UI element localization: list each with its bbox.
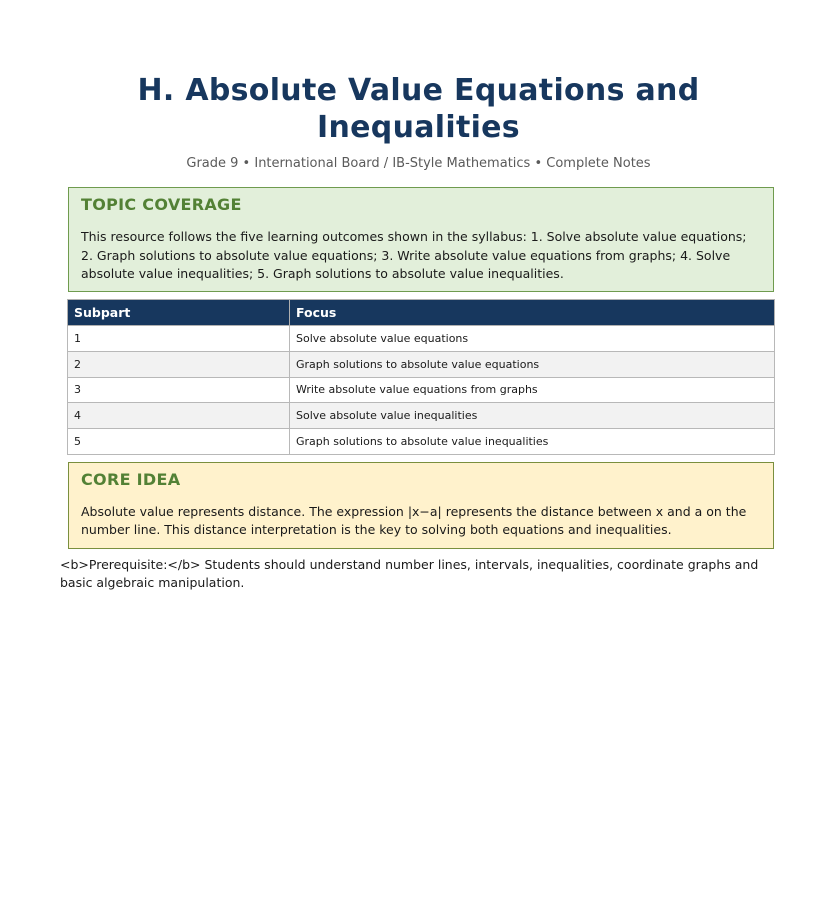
notes-page xyxy=(60,0,777,593)
core-idea-text: Absolute value represents distance. The expression |x−a| represents the distance between x and a on the number line. This distance interpretation is the key to solving both equations and inequalities. xyxy=(81,503,747,538)
column-header-subpart: Subpart xyxy=(68,300,290,326)
focus-cell: Graph solutions to absolute value inequalities xyxy=(290,429,775,455)
focus-cell: Solve absolute value equations xyxy=(290,326,775,352)
page-title: H. Absolute Value Equations and Inequalities xyxy=(137,73,700,145)
subparts-table xyxy=(67,299,775,455)
core-idea-box xyxy=(68,462,774,549)
table-row xyxy=(68,377,775,403)
table-header-row xyxy=(68,300,775,326)
column-header-focus: Focus xyxy=(290,300,775,326)
subpart-cell: 4 xyxy=(68,403,290,429)
table-row xyxy=(68,351,775,377)
topic-coverage-box xyxy=(68,187,774,292)
subpart-cell: 1 xyxy=(68,326,290,352)
topic-coverage-heading: TOPIC COVERAGE xyxy=(81,195,242,214)
subpart-cell: 2 xyxy=(68,351,290,377)
core-idea-heading: CORE IDEA xyxy=(81,469,181,489)
focus-cell: Graph solutions to absolute value equations xyxy=(290,351,775,377)
topic-coverage-text: This resource follows the five learning outcomes shown in the syllabus: 1. Solve absolute value equations; 2. Graph solutions to absolute value equations; 3. Write absolute value equations from graphs; 4. Solve absolute value inequalities; 5. Graph solutions to absolute value inequalities. xyxy=(81,229,747,281)
table-row xyxy=(68,429,775,455)
focus-cell: Write absolute value equations from graphs xyxy=(290,377,775,403)
focus-cell: Solve absolute value inequalities xyxy=(290,403,775,429)
table-row xyxy=(68,326,775,352)
table-row xyxy=(68,403,775,429)
subpart-cell: 5 xyxy=(68,429,290,455)
page-subtitle: Grade 9 • International Board / IB-Style Mathematics • Complete Notes xyxy=(186,156,651,171)
subpart-cell: 3 xyxy=(68,377,290,403)
prerequisite-note: <b>Prerequisite:</b> Students should understand number lines, intervals, inequalities, coordinate graphs and basic algebraic manipulation. xyxy=(60,556,759,591)
